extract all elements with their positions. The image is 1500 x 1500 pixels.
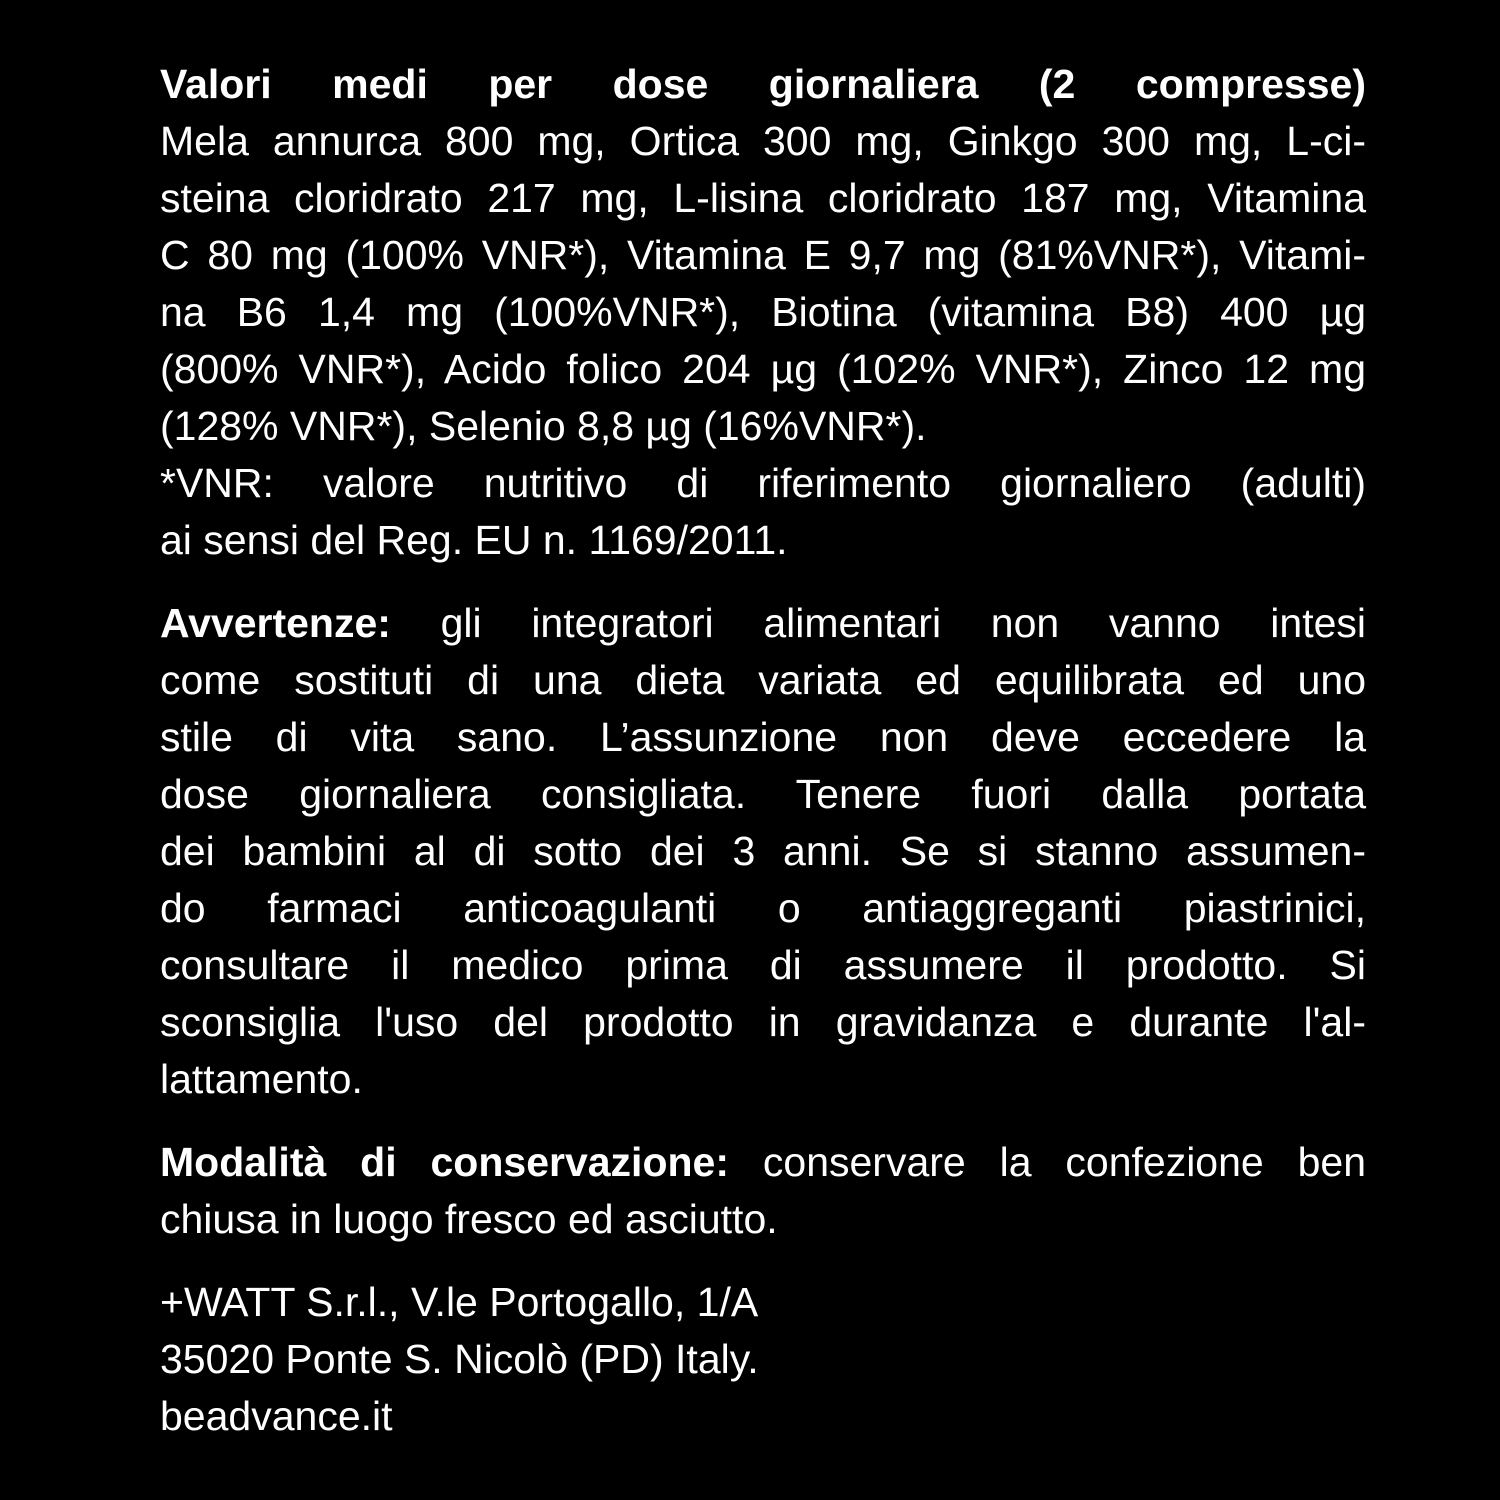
warnings-section bbox=[160, 595, 1366, 1108]
warnings-text: gli integratori alimentari non vanno intesi bbox=[390, 600, 1366, 646]
manufacturer-company: +WATT S.r.l., V.le Portogallo, 1/A bbox=[160, 1279, 759, 1325]
nutrition-section bbox=[160, 56, 1366, 569]
warnings-line: dose giornaliera consigliata. Tenere fuori dalla portata bbox=[160, 771, 1366, 817]
warnings-line: dei bambini al di sotto dei 3 anni. Se si stanno assumen- bbox=[160, 828, 1366, 874]
vnr-note-line: *VNR: valore nutritivo di riferimento giornaliero (adulti) bbox=[160, 460, 1366, 506]
ingredients-line: (800% VNR*), Acido folico 204 µg (102% VNR*), Zinco 12 mg bbox=[160, 346, 1366, 392]
vnr-note-line: ai sensi del Reg. EU n. 1169/2011. bbox=[160, 517, 788, 563]
warnings-label: Avvertenze: bbox=[160, 600, 391, 646]
warnings-line: consultare il medico prima di assumere il prodotto. Si bbox=[160, 942, 1366, 988]
ingredients-line: C 80 mg (100% VNR*), Vitamina E 9,7 mg (81%VNR*), Vitami- bbox=[160, 232, 1366, 278]
storage-label: Modalità di conservazione: bbox=[160, 1139, 729, 1185]
warnings-line: do farmaci anticoagulanti o antiaggreganti piastrinici, bbox=[160, 885, 1366, 931]
manufacturer-address: 35020 Ponte S. Nicolò (PD) Italy. bbox=[160, 1336, 759, 1382]
warnings-line: stile di vita sano. L’assunzione non deve eccedere la bbox=[160, 714, 1366, 760]
ingredients-line: na B6 1,4 mg (100%VNR*), Biotina (vitamina B8) 400 µg bbox=[160, 289, 1366, 335]
storage-section bbox=[160, 1134, 1366, 1248]
product-label-text bbox=[160, 56, 1366, 1445]
warnings-line: lattamento. bbox=[160, 1056, 363, 1102]
manufacturer-website: beadvance.it bbox=[160, 1393, 393, 1439]
storage-first-line bbox=[160, 1134, 1366, 1191]
storage-text: conservare la confezione ben bbox=[729, 1139, 1367, 1185]
storage-line: chiusa in luogo fresco ed asciutto. bbox=[160, 1196, 778, 1242]
warnings-first-line bbox=[160, 595, 1366, 652]
manufacturer-section bbox=[160, 1274, 1366, 1445]
ingredients-line: steina cloridrato 217 mg, L-lisina cloridrato 187 mg, Vitamina bbox=[160, 175, 1366, 221]
warnings-line: sconsiglia l'uso del prodotto in gravidanza e durante l'al- bbox=[160, 999, 1366, 1045]
ingredients-line: (128% VNR*), Selenio 8,8 µg (16%VNR*). bbox=[160, 403, 927, 449]
warnings-line: come sostituti di una dieta variata ed equilibrata ed uno bbox=[160, 657, 1366, 703]
ingredients-line: Mela annurca 800 mg, Ortica 300 mg, Ginkgo 300 mg, L-ci- bbox=[160, 118, 1366, 164]
nutrition-heading: Valori medi per dose giornaliera (2 compresse) bbox=[160, 61, 1366, 107]
